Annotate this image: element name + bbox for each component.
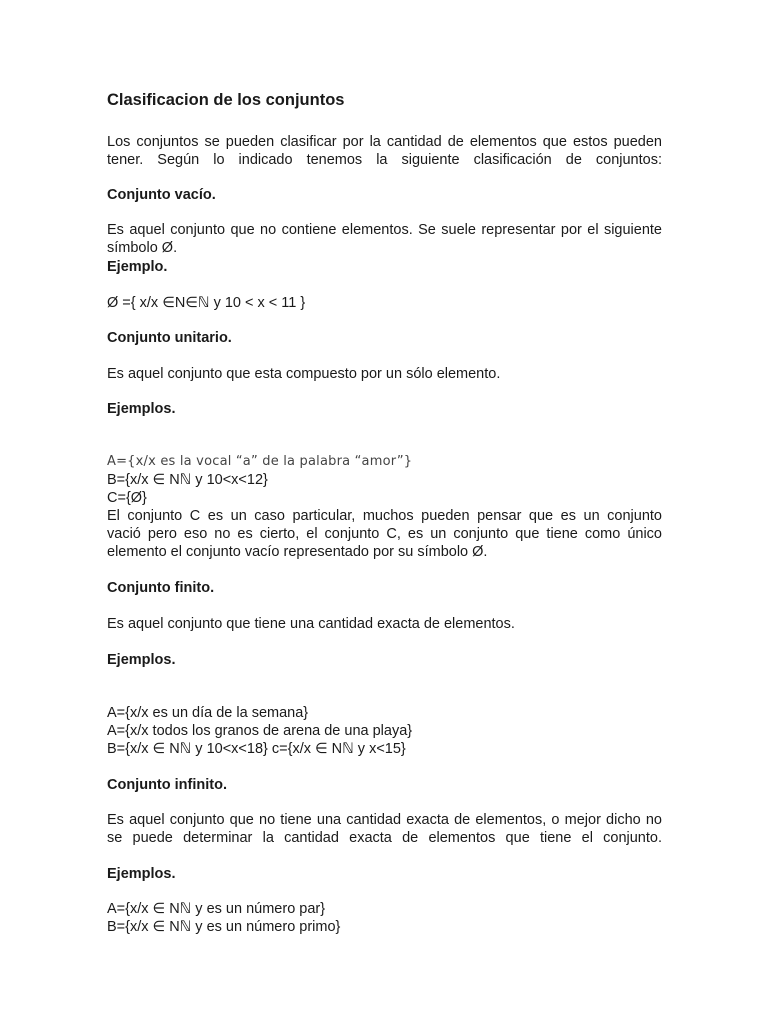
- intro-line: Los conjuntos se pueden clasificar por la cantidad de elementos que estos pueden: [107, 134, 662, 150]
- vacio-description-line: símbolo Ø.: [107, 240, 178, 256]
- unitario-examples: [107, 453, 662, 561]
- section-heading-finito: Conjunto finito.: [107, 580, 215, 596]
- infinito-example-line: B={x/x ∈ Nℕ y es un número primo}: [107, 919, 341, 935]
- section-heading-unitario: Conjunto unitario.: [107, 330, 232, 346]
- infinito-description-line: Es aquel conjunto que no tiene una cantidad exacta de elementos, o mejor dicho no: [107, 812, 662, 828]
- vacio-description-line: Es aquel conjunto que no contiene elementos. Se suele representar por el siguiente: [107, 222, 662, 238]
- infinito-description-line: se puede determinar la cantidad exacta de elementos que tiene el conjunto.: [107, 830, 662, 846]
- vacio-description: [107, 221, 662, 257]
- unitario-note-line: vació pero eso no es cierto, el conjunto C, es un conjunto que tiene como único: [107, 526, 662, 542]
- finito-examples: [107, 704, 662, 758]
- finito-example-line: A={x/x es un día de la semana}: [107, 705, 309, 721]
- vacio-example-label: Ejemplo.: [107, 259, 168, 275]
- unitario-example-line: C={Ø}: [107, 490, 147, 506]
- infinito-description: [107, 811, 662, 847]
- intro-paragraph: [107, 133, 662, 169]
- intro-line: tener. Según lo indicado tenemos la siguiente clasificación de conjuntos:: [107, 152, 662, 168]
- finito-example-label: Ejemplos.: [107, 652, 176, 668]
- unitario-description: Es aquel conjunto que esta compuesto por un sólo elemento.: [107, 366, 501, 382]
- infinito-examples: [107, 900, 662, 936]
- unitario-note-line: elemento el conjunto vacío representado por su símbolo Ø.: [107, 544, 488, 560]
- unitario-example-line: A={x/x es la vocal “a” de la palabra “amor”}: [107, 454, 413, 469]
- unitario-note-line: El conjunto C es un caso particular, muchos pueden pensar que es un conjunto: [107, 508, 662, 524]
- section-heading-infinito: Conjunto infinito.: [107, 777, 227, 793]
- document-title: Clasificacion de los conjuntos: [107, 91, 345, 109]
- finito-example-line: A={x/x todos los granos de arena de una playa}: [107, 723, 413, 739]
- infinito-example-line: A={x/x ∈ Nℕ y es un número par}: [107, 901, 326, 917]
- finito-example-line: B={x/x ∈ Nℕ y 10<x<18} c={x/x ∈ Nℕ y x<15}: [107, 741, 406, 757]
- section-heading-vacio: Conjunto vacío.: [107, 187, 216, 203]
- unitario-example-label: Ejemplos.: [107, 401, 176, 417]
- vacio-example: Ø ={ x/x ∈N∈ℕ y 10 < x < 11 }: [107, 295, 306, 311]
- finito-description: Es aquel conjunto que tiene una cantidad exacta de elementos.: [107, 616, 515, 632]
- unitario-example-line: B={x/x ∈ Nℕ y 10<x<12}: [107, 472, 268, 488]
- infinito-example-label: Ejemplos.: [107, 866, 176, 882]
